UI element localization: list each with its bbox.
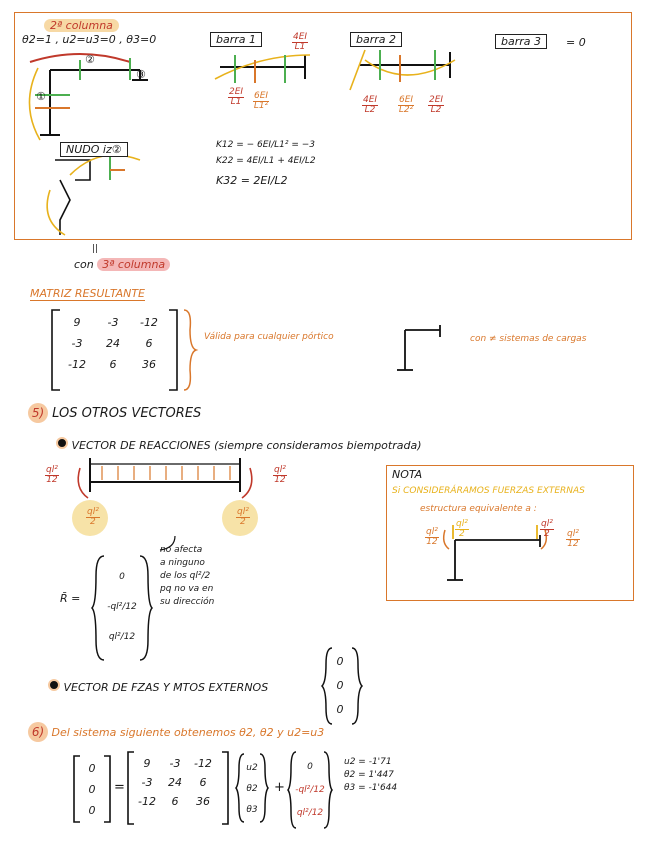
section6-title: Del sistema siguiente obtenemos θ2, θ2 y u2=u3 bbox=[51, 726, 325, 739]
unknown-entry: θ2 bbox=[246, 784, 258, 794]
system-matrix-row bbox=[132, 773, 218, 792]
col3-con: con bbox=[74, 258, 94, 271]
nota-line1: Si CONSIDERÁRAMOS FUERZAS EXTERNAS bbox=[392, 486, 585, 496]
bar2-frac-b: $\frac{6EI}{\text{L2²}}$ bbox=[398, 95, 414, 116]
col3-line bbox=[74, 258, 170, 271]
matrix-cell: 6 bbox=[109, 358, 117, 371]
section6-number: 6) bbox=[28, 722, 48, 742]
result-u2: u2 = -1'71 bbox=[344, 757, 392, 767]
system-matrix-cell: -3 bbox=[169, 757, 181, 770]
section5-title: LOS OTROS VECTORES bbox=[52, 406, 202, 421]
load-entry: -ql²/12 bbox=[295, 785, 325, 795]
external-bullet bbox=[48, 679, 268, 694]
beam-sketch bbox=[80, 458, 260, 538]
r-vector-entry: -ql²/12 bbox=[107, 602, 137, 612]
section6-heading bbox=[28, 722, 324, 742]
equals-mark: || bbox=[92, 244, 99, 254]
bar1-label: barra 1 bbox=[210, 32, 262, 47]
bullet-icon bbox=[56, 437, 68, 449]
results bbox=[344, 756, 397, 795]
system-matrix bbox=[132, 754, 218, 811]
plus-sign: + bbox=[274, 780, 285, 795]
matrix-cell: 24 bbox=[105, 337, 120, 350]
node-3-label: ③ bbox=[136, 68, 146, 81]
r-vector-entry: 0 bbox=[119, 572, 125, 582]
section5-number: 5) bbox=[28, 403, 48, 423]
reaction-right: $\frac{\text{ql²}}{2}$ bbox=[237, 507, 249, 528]
bar3-label: barra 3 bbox=[495, 34, 547, 49]
bar2-label: barra 2 bbox=[350, 32, 402, 47]
k22-equation: K22 = 4EI/L1 + 4EI/L2 bbox=[216, 156, 316, 166]
column2-title-text: 2ª columna bbox=[44, 19, 119, 32]
matrix-cell: -3 bbox=[107, 316, 119, 329]
unknowns-vector bbox=[240, 758, 264, 821]
brace-right bbox=[182, 310, 196, 390]
node-detail-label: NUDO iz② bbox=[60, 142, 128, 157]
matrix-row bbox=[58, 354, 168, 375]
column2-title bbox=[44, 14, 119, 33]
nota-left-moment: $\frac{\text{ql²}}{2}$ bbox=[456, 519, 468, 540]
bar1-frac-left: $\frac{2EI}{L1}$ bbox=[229, 87, 244, 108]
annotation-line: a ninguno bbox=[160, 558, 205, 568]
result-theta2: θ2 = 1'447 bbox=[344, 770, 394, 780]
ext-vector-entry: 0 bbox=[336, 679, 344, 692]
k12-equation: K12 = − 6EI/L1² = −3 bbox=[216, 140, 315, 150]
ext-vector-entry: 0 bbox=[336, 703, 344, 716]
external-bullet-text: VECTOR DE FZAS Y MTOS EXTERNOS bbox=[63, 681, 269, 694]
matrix-row bbox=[58, 333, 168, 354]
system-matrix-cell: -12 bbox=[138, 795, 156, 808]
moment-left: $\frac{\text{ql²}}{12}$ bbox=[46, 465, 58, 486]
node-1-label: ① bbox=[36, 90, 46, 103]
equals-sign: = bbox=[114, 780, 125, 795]
lhs-entry: 0 bbox=[88, 804, 96, 817]
reaction-left: $\frac{\text{ql²}}{2}$ bbox=[87, 507, 99, 528]
matrix-cell: 36 bbox=[141, 358, 156, 371]
system-matrix-cell: 24 bbox=[167, 776, 182, 789]
matrix-cell: 9 bbox=[73, 316, 81, 329]
bar1-frac-top: $\frac{4EI}{L1}$ bbox=[293, 32, 308, 53]
node-2-label: ② bbox=[85, 53, 95, 66]
unknown-entry: θ3 bbox=[246, 805, 258, 815]
system-matrix-cell: -12 bbox=[193, 757, 212, 770]
system-matrix-cell: 6 bbox=[199, 776, 207, 789]
result-theta3: θ3 = -1'644 bbox=[344, 783, 398, 793]
result-matrix bbox=[58, 312, 168, 375]
reaction-annotation bbox=[160, 544, 214, 609]
portico-sketch bbox=[395, 325, 455, 380]
r-vector bbox=[102, 562, 142, 652]
system-matrix-cell: -3 bbox=[141, 776, 153, 789]
system-matrix-cell: 9 bbox=[143, 757, 151, 770]
load-entry: ql²/12 bbox=[296, 808, 324, 818]
r-vector-entry: ql²/12 bbox=[108, 632, 136, 642]
nota-right-moment: $\frac{\text{ql²}}{12}$ bbox=[567, 529, 579, 550]
lhs-entry: 0 bbox=[88, 783, 96, 796]
bar3-value: = 0 bbox=[566, 36, 586, 49]
bar1-frac-mid: $\frac{6EI}{\text{L1²}}$ bbox=[253, 91, 269, 112]
k32-equation: K32 = 2EI/L2 bbox=[216, 174, 288, 187]
bar2-frac-a: $\frac{4EI}{L2}$ bbox=[363, 95, 378, 116]
system-matrix-cell: 6 bbox=[171, 795, 179, 808]
unknown-entry: u2 bbox=[246, 763, 258, 773]
matrix-cell: -12 bbox=[139, 316, 158, 329]
system-matrix-cell: 36 bbox=[195, 795, 210, 808]
bar2-sketch bbox=[345, 50, 465, 90]
nota-right-force: $\frac{\text{ql²}}{2}$ bbox=[541, 519, 553, 540]
nota-line2: estructura equivalente a : bbox=[420, 504, 537, 514]
matrix-row bbox=[58, 312, 168, 333]
matrix-note: Válida para cualquier pórtico bbox=[204, 332, 334, 342]
system-matrix-row bbox=[132, 754, 218, 773]
lhs-entry: 0 bbox=[88, 762, 96, 775]
load-vector bbox=[292, 756, 328, 825]
lhs-vector bbox=[82, 758, 102, 821]
bar1-sketch bbox=[215, 55, 315, 85]
system-matrix-row bbox=[132, 792, 218, 811]
annotation-line: de los ql²/2 bbox=[160, 571, 211, 581]
section5-heading bbox=[28, 403, 201, 423]
nota-left-force: $\frac{\text{ql²}}{12}$ bbox=[426, 527, 438, 548]
matrix-title: MATRIZ RESULTANTE bbox=[30, 287, 145, 300]
matrix-cell: -12 bbox=[68, 358, 86, 371]
bullet-icon bbox=[48, 679, 60, 691]
load-entry: 0 bbox=[307, 762, 313, 772]
annotation-line: pq no va en bbox=[160, 584, 214, 594]
matrix-note2: con ≠ sistemas de cargas bbox=[470, 334, 587, 344]
ext-vector-entry: 0 bbox=[336, 655, 344, 668]
reactions-bullet-text: VECTOR DE REACCIONES (siempre consideramos biempotrada) bbox=[71, 439, 422, 452]
r-vector-label: R̄ = bbox=[60, 592, 81, 605]
reactions-bullet bbox=[56, 437, 422, 452]
annotation-line: no afecta bbox=[160, 545, 203, 555]
col3-highlight: 3ª columna bbox=[97, 258, 170, 271]
moment-right: $\frac{\text{ql²}}{12}$ bbox=[274, 465, 286, 486]
bar2-frac-c: $\frac{2EI}{L2}$ bbox=[429, 95, 444, 116]
matrix-cell: -3 bbox=[71, 337, 83, 350]
matrix-cell: 6 bbox=[145, 337, 153, 350]
annotation-line: su dirección bbox=[160, 597, 215, 607]
ext-vector bbox=[332, 650, 348, 722]
nota-title: NOTA bbox=[392, 468, 423, 481]
column2-conditions: θ2=1 , u2=u3=0 , θ3=0 bbox=[22, 33, 157, 46]
